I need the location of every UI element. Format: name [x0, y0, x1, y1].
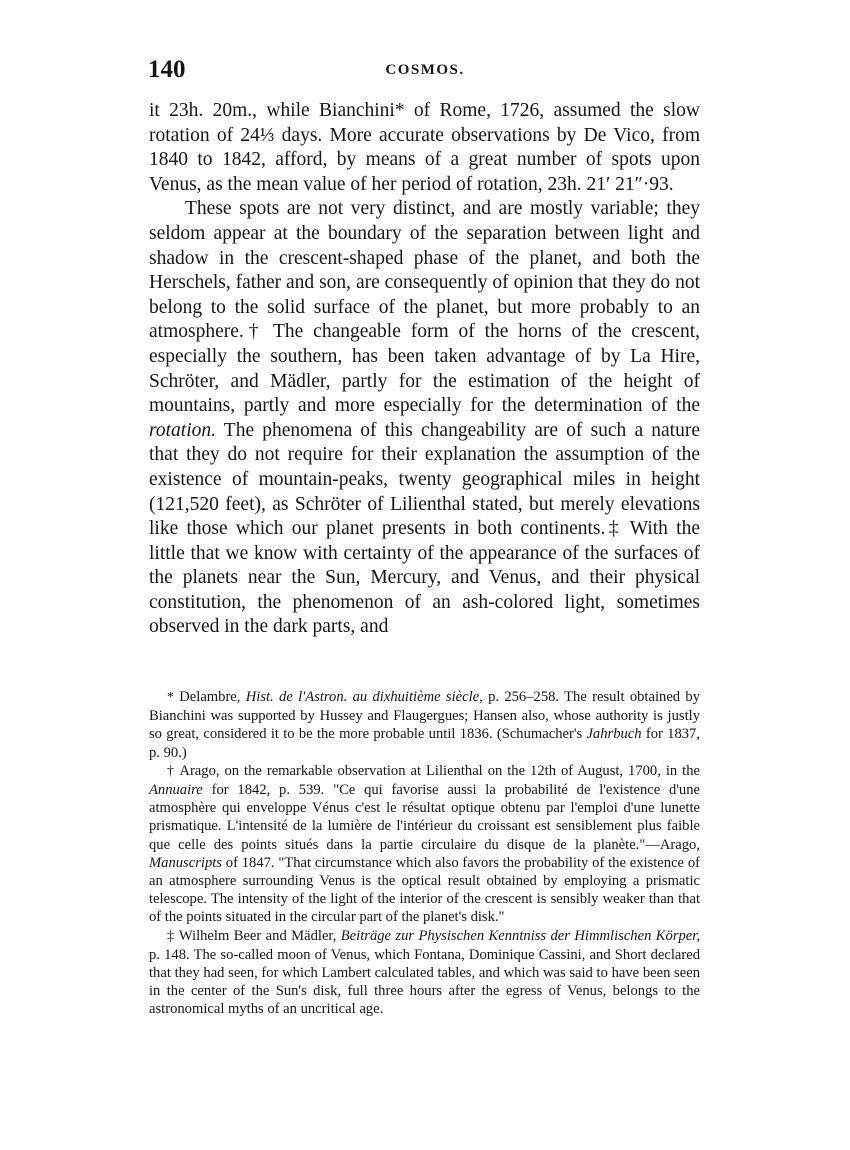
paragraph-1 [149, 99, 700, 197]
paragraph-2-text-a: These spots are not very distinct, and are mostly variable; they seldom appear at the boundary of the separation between light and shadow in the crescent-shaped phase of the planet, and both the Herschels, father and son, are consequently of opinion that they do not belong to the solid surface of the planet, but more probably to an atmosphere.† The changeable form of the horns of the crescent, especially the southern, has been taken advantage of by La Hire, Schröter, and Mädler, partly for the estimation of the height of mountains, partly and more especially for the determination of the [149, 198, 700, 417]
running-head: COSMOS. [385, 62, 465, 78]
footnote-1 [149, 688, 700, 762]
footnote-1-title-2: Jahrbuch [586, 726, 642, 743]
footnote-3-text-b: p. 148. The so-called moon of Venus, which Fontana, Dominique Cassini, and Short declared that they had seen, for which Lambert calculated tables, and which was said to have been seen in the center of the Sun's disk, full three hours after the egress of Venus, belongs to the astronomical myths of an uncritical age. [149, 946, 700, 1018]
paragraph-1-text: it 23h. 20m., while Bianchini* of Rome, 1726, assumed the slow rotation of 24⅓ days. More accurate observations by De Vico, from 1840 to 1842, afford, by means of a great number of spots upon Venus, as the mean value of her period of rotation, 23h. 21′ 21″·93. [149, 100, 700, 195]
main-text [149, 99, 700, 640]
paragraph-2-text-b: The phenomena of this changeability are of such a nature that they do not require for their explanation the assumption of the existence of mountain-peaks, twenty geographical miles in height (121,520 feet), as Schröter of Lilienthal stated, but merely elevations like those which our planet presents in both continents.‡ With the little that we know with certainty of the appearance of the surfaces of the planets near the Sun, Mercury, and Venus, and their physical constitution, the phenomenon of an ash-colored light, sometimes observed in the dark parts, and [149, 419, 700, 638]
footnote-3-mark: ‡ [167, 928, 175, 944]
footnote-3-title: Beiträge zur Physischen Kenntniss der Himmlischen Körper, [340, 927, 700, 944]
page-number: 140 [148, 56, 186, 83]
footnote-2-mark: † [167, 763, 176, 779]
paragraph-2 [149, 197, 700, 640]
footnote-1-text-c: for 1837, p. 90.) [149, 726, 700, 761]
footnote-1-text-b: p. 256–258. The result obtained by Bianchini was supported by Hussey and Flaugergues; Hansen also, whose authority is justly so great, considered it to be the more probable until 1836. (Schumacher's [149, 689, 700, 743]
footnote-2-title-2: Manuscripts [149, 854, 222, 871]
paragraph-2-emphasis: rotation. [149, 419, 216, 441]
footnote-3-text-a: Wilhelm Beer and Mädler, [174, 927, 341, 944]
footnote-2-title: Annuaire [149, 782, 203, 799]
footnote-2-text-c: of 1847. "That circumstance which also favors the probability of the existence of an atmosphere surrounding Venus is the optical result obtained by employing a prismatic telescope. The intensity of the light of the interior of the crescent is sensibly weaker than that of the points situated in the circular part of the planet's disk." [149, 854, 700, 926]
footnote-2 [149, 762, 700, 927]
page-header [148, 56, 702, 88]
footnote-1-text-a: Delambre, [173, 689, 246, 705]
footnote-2-text-a: Arago, on the remarkable observation at Lilienthal on the 12th of August, 1700, in the [175, 762, 700, 779]
footnote-1-title: Hist. de l'Astron. au dixhuitième siècle, [245, 689, 483, 705]
footnotes [149, 688, 700, 1019]
footnote-1-mark: * [167, 690, 174, 705]
footnote-2-text-b: for 1842, p. 539. "Ce qui favorise aussi la probabilité de l'existence d'une atmosphère qui enveloppe Vénus c'est le résultat optique obtenu par l'emploi d'une lunette prismatique. L'intensité de la lumière de l'intérieur du croissant est sensiblement plus faible que celle des points situés dans la partie circulaire du disque de la planète."—Arago, [149, 782, 700, 853]
footnote-3 [149, 927, 700, 1019]
